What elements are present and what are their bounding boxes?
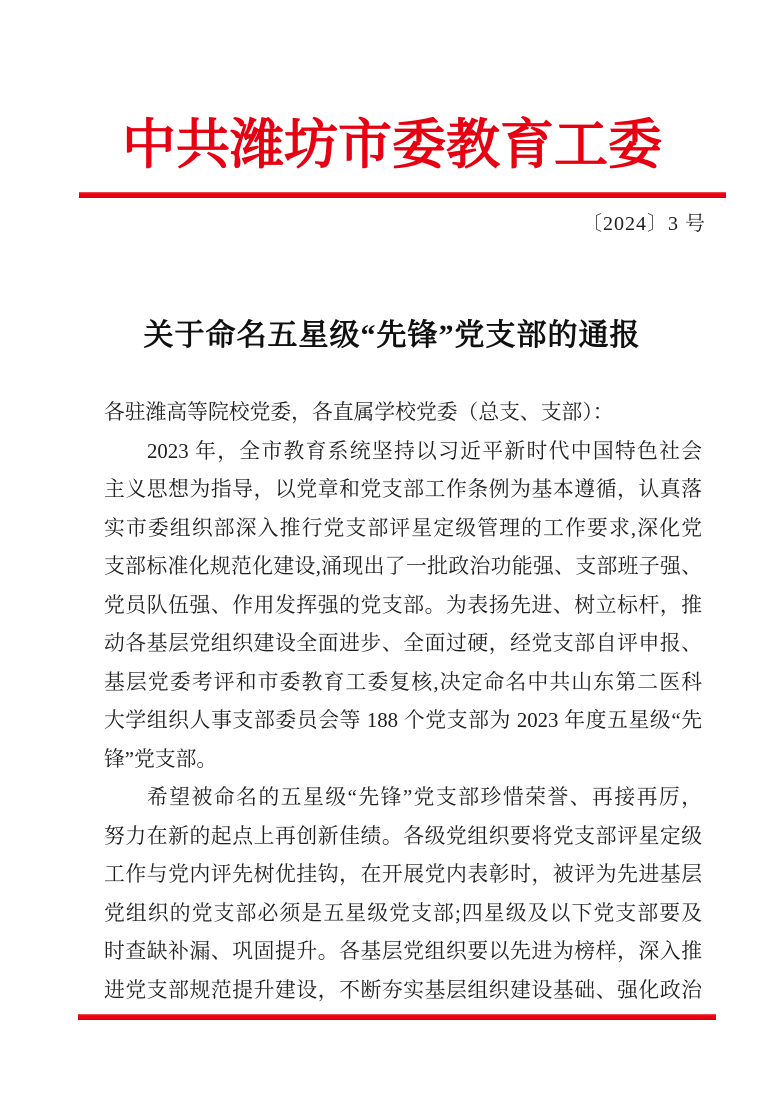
body-text-line: 支部标准化规范化建设,涌现出了一批政治功能强、支部班子强、: [104, 555, 702, 578]
body-text-line: 努力在新的起点上再创新佳绩。各级党组织要将党支部评星定级: [104, 824, 702, 848]
body-text-line: 时查缺补漏、巩固提升。各基层党组织要以先进为榜样，深入推: [104, 940, 702, 963]
body-text-line: 党组织的党支部必须是五星级党支部;四星级及以下党支部要及: [104, 901, 702, 925]
letterhead-divider-line: [79, 192, 726, 198]
body-text-line: 动各基层党组织建设全面进步、全面过硬，经党支部自评申报、: [104, 632, 702, 655]
body-text-line: 希望被命名的五星级“先锋”党支部珍惜荣誉、再接再厉，: [147, 786, 702, 809]
body-text-line: 2023 年，全市教育系统坚持以习近平新时代中国特色社会: [147, 439, 702, 463]
body-text-line: 工作与党内评先树优挂钩，在开展党内表彰时，被评为先进基层: [104, 863, 702, 886]
body-text-line: 进党支部规范提升建设，不断夯实基层组织建设基础、强化政治: [104, 978, 702, 1002]
letterhead-org-name: 中共潍坊市委教育工委: [122, 115, 662, 175]
body-text-line: 锋”党支部。: [104, 747, 218, 771]
body-text-line: 基层党委考评和市委教育工委复核,决定命名中共山东第二医科: [104, 670, 702, 694]
document-number: 〔2024〕3 号: [582, 213, 706, 235]
body-text-line: 主义思想为指导，以党章和党支部工作条例为基本遵循，认真落: [104, 478, 702, 501]
document-title: 关于命名五星级“先锋”党支部的通报: [143, 319, 641, 352]
salutation-line: 各驻潍高等院校党委，各直属学校党委（总支、支部）：: [104, 401, 614, 424]
body-text-line: 党员队伍强、作用发挥强的党支部。为表扬先进、树立标杆，推: [104, 593, 702, 617]
document-body: [104, 394, 702, 1010]
footer-divider-line: [78, 1014, 716, 1020]
body-text-line: 大学组织人事支部委员会等 188 个党支部为 2023 年度五星级“先: [104, 709, 702, 732]
body-text-line: 实市委组织部深入推行党支部评星定级管理的工作要求,深化党: [104, 516, 702, 540]
